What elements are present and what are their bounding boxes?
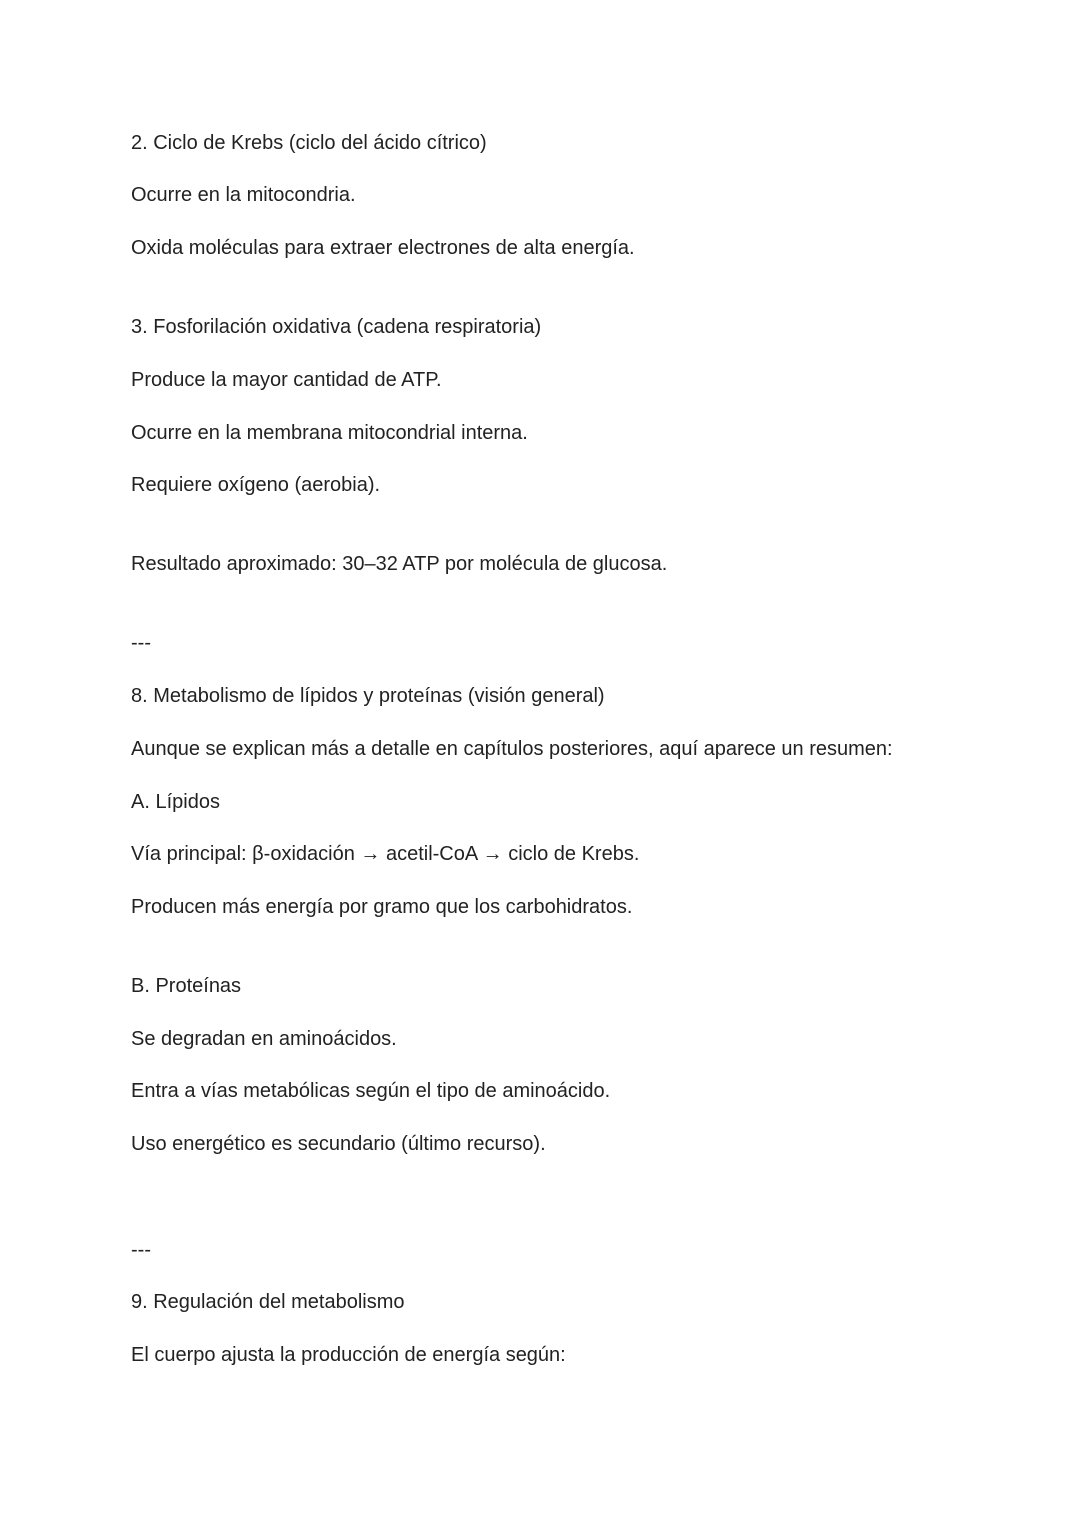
paragraph-line: Entra a vías metabólicas según el tipo de aminoácido. [131, 1080, 611, 1102]
section-divider: --- [131, 1239, 151, 1261]
paragraph-line: Oxida moléculas para extraer electrones de alta energía. [131, 237, 635, 259]
paragraph-line: Uso energético es secundario (último recurso). [131, 1133, 546, 1155]
paragraph-line: El cuerpo ajusta la producción de energía según: [131, 1344, 566, 1366]
paragraph-line: Vía principal: β-oxidación → acetil-CoA → ciclo de Krebs. [131, 843, 640, 865]
paragraph-line: Produce la mayor cantidad de ATP. [131, 369, 442, 391]
heading-lipid-protein-metabolism: 8. Metabolismo de lípidos y proteínas (visión general) [131, 685, 605, 707]
paragraph-line: Se degradan en aminoácidos. [131, 1028, 397, 1050]
subheading-lipids: A. Lípidos [131, 791, 220, 813]
section-divider: --- [131, 632, 151, 654]
paragraph-line: Resultado aproximado: 30–32 ATP por molécula de glucosa. [131, 553, 668, 575]
paragraph-line: Requiere oxígeno (aerobia). [131, 474, 381, 496]
heading-metabolism-regulation: 9. Regulación del metabolismo [131, 1291, 405, 1313]
paragraph-line: Aunque se explican más a detalle en capítulos posteriores, aquí aparece un resumen: [131, 738, 893, 760]
paragraph-line: Ocurre en la mitocondria. [131, 184, 356, 206]
paragraph-line: Ocurre en la membrana mitocondrial interna. [131, 422, 528, 444]
subheading-proteins: B. Proteínas [131, 975, 242, 997]
heading-krebs-cycle: 2. Ciclo de Krebs (ciclo del ácido cítrico) [131, 132, 487, 154]
paragraph-line: Producen más energía por gramo que los carbohidratos. [131, 896, 633, 918]
heading-oxidative-phosphorylation: 3. Fosforilación oxidativa (cadena respiratoria) [131, 316, 542, 338]
